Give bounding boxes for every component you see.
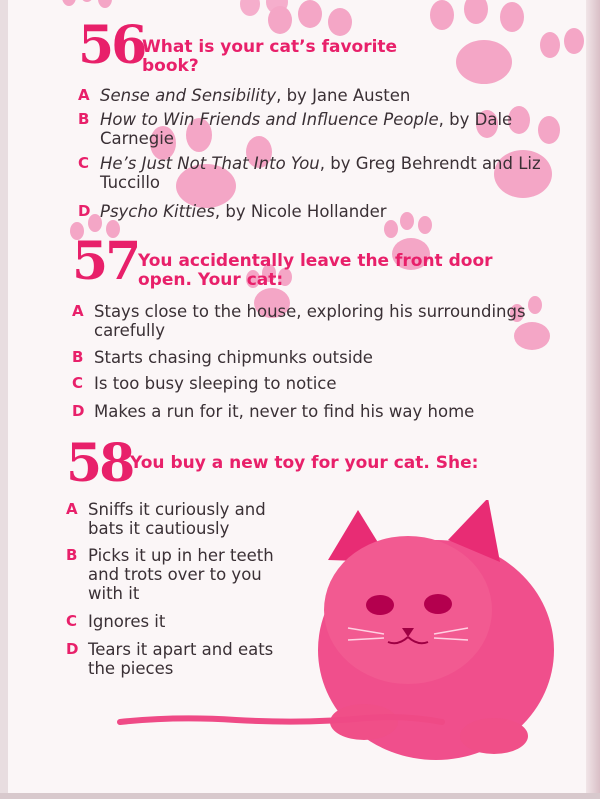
question-number: 58 xyxy=(66,433,133,494)
page-bottom-edge xyxy=(0,793,600,799)
yarn-string-icon xyxy=(116,706,446,746)
answer-option[interactable] xyxy=(66,500,286,540)
option-text: Picks it up in her teeth and trots over to you with it xyxy=(88,546,274,603)
book-author: , by Jane Austen xyxy=(276,86,411,105)
option-letter: C xyxy=(72,374,84,392)
option-letter: A xyxy=(66,500,78,518)
option-letter: A xyxy=(78,86,90,104)
question-prompt: You buy a new toy for your cat. She: xyxy=(130,453,479,473)
answer-option[interactable] xyxy=(66,640,286,680)
option-letter: D xyxy=(72,402,85,420)
book-title: Sense and Sensibility xyxy=(100,86,277,105)
option-letter: B xyxy=(66,546,78,564)
book-author: , by Greg Behrendt and Liz Tuccillo xyxy=(100,154,541,192)
option-letter: A xyxy=(72,302,84,320)
option-text: Sniffs it curiously and bats it cautiously xyxy=(88,500,266,538)
book-title: Psycho Kitties xyxy=(100,202,215,221)
option-letter: C xyxy=(66,612,78,630)
option-letter: D xyxy=(66,640,79,658)
option-text: Makes a run for it, never to find his way home xyxy=(94,402,475,421)
option-letter: C xyxy=(78,154,90,172)
option-letter: D xyxy=(78,202,91,220)
book-author: , by Dale Carnegie xyxy=(100,110,513,148)
option-text: Tears it apart and eats the pieces xyxy=(88,640,274,678)
answer-option[interactable] xyxy=(72,302,552,342)
question-prompt: You accidentally leave the front door open. Your cat: xyxy=(138,251,493,290)
book-title: He’s Just Not That Into You xyxy=(100,154,320,173)
option-letter: B xyxy=(72,348,84,366)
option-text: Ignores it xyxy=(88,612,166,631)
answer-option[interactable] xyxy=(78,110,558,150)
option-text: Stays close to the house, exploring his surroundings carefully xyxy=(94,302,526,340)
answer-option[interactable] xyxy=(78,154,558,194)
book-author: , by Nicole Hollander xyxy=(214,202,387,221)
option-text: Starts chasing chipmunks outside xyxy=(94,348,373,367)
question-prompt: What is your cat’s favorite book? xyxy=(142,37,398,76)
answer-option[interactable] xyxy=(66,546,286,606)
question-57 xyxy=(0,230,600,430)
question-56 xyxy=(0,0,600,230)
option-letter: B xyxy=(78,110,90,128)
option-text: Is too busy sleeping to notice xyxy=(94,374,337,393)
question-number: 56 xyxy=(78,15,145,76)
book-title: How to Win Friends and Influence People xyxy=(100,110,439,129)
question-number: 57 xyxy=(72,231,139,292)
